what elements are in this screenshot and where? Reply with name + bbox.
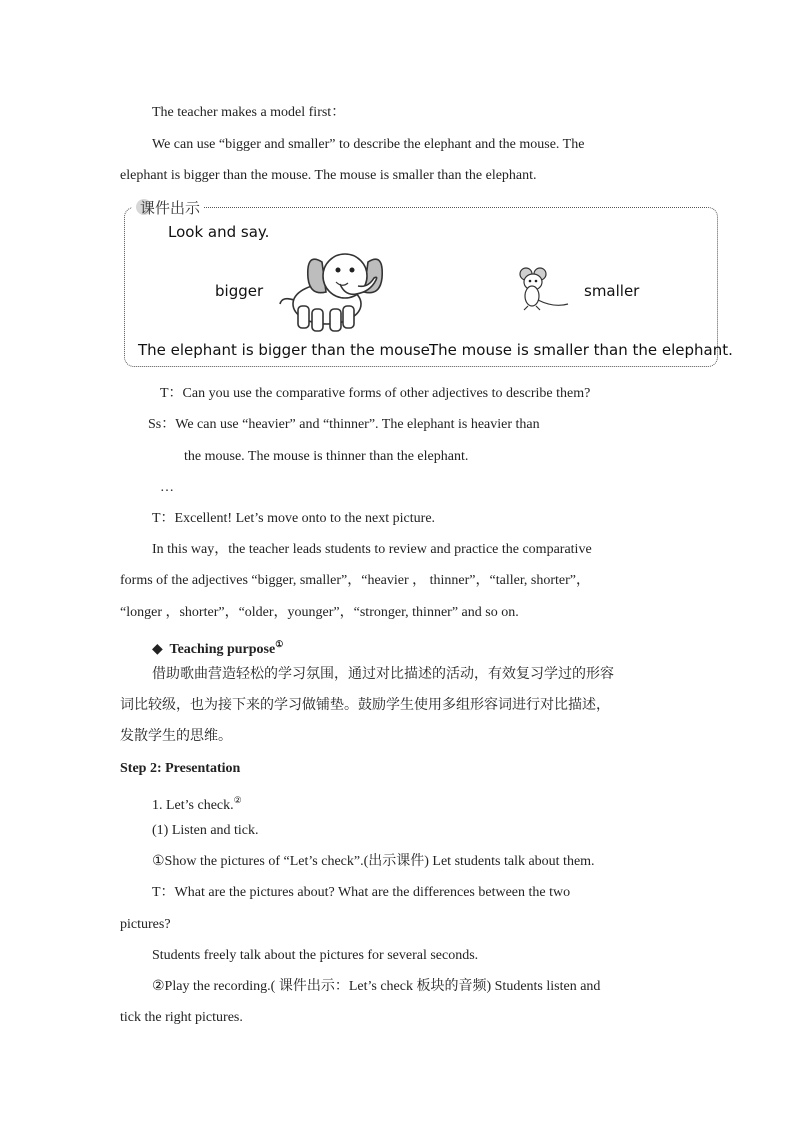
show-pictures-line: ①Show the pictures of “Let’s check”.(出示课件) Let students talk about them.: [152, 854, 595, 869]
teacher-question-2: T：What are the pictures about? What are the differences between the two: [152, 885, 571, 900]
summary-line-3: “longer ，shorter”，“older，younger”，“stronger, thinner” and so on.: [120, 605, 519, 620]
intro-line-3: elephant is bigger than the mouse. The mouse is smaller than the elephant.: [120, 168, 537, 183]
play-recording-cont: tick the right pictures.: [120, 1010, 243, 1025]
look-and-say: Look and say.: [168, 223, 270, 241]
word-smaller: smaller: [584, 282, 640, 300]
purpose-cn-line-1: 借助歌曲营造轻松的学习氛围，通过对比描述的活动，有效复习学过的形容: [152, 666, 614, 682]
teacher-question-1: T：Can you use the comparative forms of other adjectives to describe them?: [160, 386, 591, 401]
summary-line-2: forms of the adjectives “bigger, smaller”，“heavier ， thinner”，“taller, shorter”，: [120, 573, 591, 588]
students-answer-1: Ss：We can use “heavier” and “thinner”. The elephant is heavier than: [148, 417, 540, 432]
lets-check-heading: [152, 791, 242, 815]
sentence-mouse: The mouse is smaller than the elephant.: [429, 341, 733, 359]
purpose-cn-line-2: 词比较级，也为接下来的学习做铺垫。鼓励学生使用多组形容词进行对比描述，: [120, 697, 610, 713]
teaching-purpose-title: Teaching purpose: [169, 642, 276, 657]
footnote-mark-1: ①: [275, 639, 284, 649]
teaching-purpose-heading: [152, 635, 283, 659]
ellipsis: …: [160, 480, 174, 495]
listen-and-tick: (1) Listen and tick.: [152, 823, 259, 838]
elephant-image: [272, 248, 394, 334]
mouse-image: [514, 266, 572, 312]
play-recording-line: ②Play the recording.( 课件出示：Let’s check 板块的音频) Students listen and: [152, 979, 601, 994]
sentence-elephant: The elephant is bigger than the mouse.: [138, 341, 435, 359]
students-talk-line: Students freely talk about the pictures for several seconds.: [152, 948, 479, 963]
courseware-tag: 课件出示: [132, 197, 204, 218]
step-2-heading: Step 2: Presentation: [120, 761, 241, 776]
teacher-reply: T：Excellent! Let’s move onto to the next picture.: [152, 511, 436, 526]
diamond-bullet-icon: ◆: [152, 642, 163, 657]
word-bigger: bigger: [215, 282, 264, 300]
summary-line-1: In this way，the teacher leads students to review and practice the comparative: [152, 542, 592, 557]
intro-line-1: The teacher makes a model first：: [152, 105, 346, 120]
footnote-mark-2: ②: [233, 795, 242, 805]
intro-line-2: We can use “bigger and smaller” to describe the elephant and the mouse. The: [152, 137, 585, 152]
students-answer-2: the mouse. The mouse is thinner than the elephant.: [184, 449, 469, 464]
purpose-cn-line-3: 发散学生的思维。: [120, 728, 232, 744]
lets-check-label: 1. Let’s check.: [152, 798, 234, 813]
teacher-question-2-cont: pictures?: [120, 917, 171, 932]
